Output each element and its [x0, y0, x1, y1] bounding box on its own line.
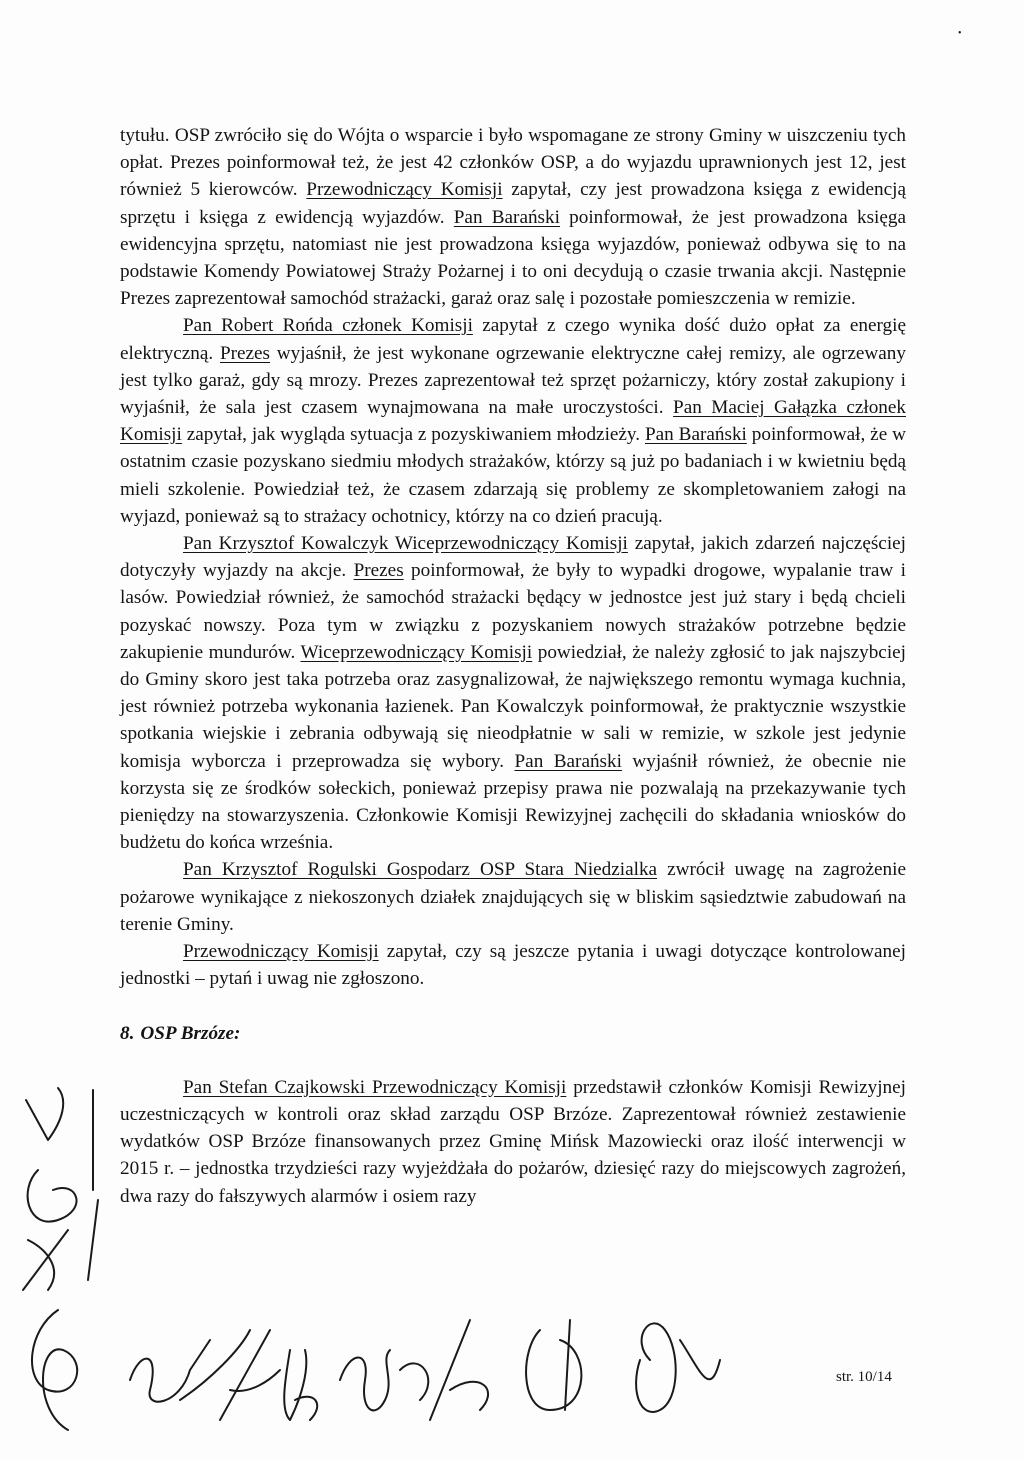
speaker-prezes: Prezes: [219, 342, 271, 364]
paragraph-brzoze: [120, 1074, 906, 1210]
paragraph-fire-hazard: [120, 856, 906, 938]
text-span: wyjaśnił również, że obecnie nie korzysta się ze środków sołeckich, ponieważ przepisy prawa nie pozwalają na przekazywanie tych pieniędzy na stowarzyszenia. Członkowie Komisji Rewizyjnej zachęcili do składania wniosków do budżetu do końca września.: [120, 750, 906, 854]
speaker-baranski: Pan Barański: [514, 750, 622, 772]
section-gap: [120, 993, 906, 1020]
speaker-czajkowski: Pan Stefan Czajkowski Przewodniczący Komisji: [183, 1076, 567, 1098]
speaker-vice-chairman: Wiceprzewodniczący Komisji: [300, 641, 533, 663]
speaker-baranski: Pan Barański: [644, 424, 747, 446]
page-number: str. 10/14: [836, 1369, 892, 1385]
bottom-signatures: [120, 1310, 820, 1450]
speaker-chairman: Przewodniczący Komisji: [306, 179, 503, 201]
text-span: zapytał, jak wygląda sytuacja z pozyskiwaniem młodzieży.: [181, 424, 645, 446]
speaker-chairman: Przewodniczący Komisji: [183, 941, 379, 963]
paragraph-closing-questions: [120, 938, 906, 992]
text-span: zapytał, jakich zdarzeń najczęściej dotyczyły wyjazdy na akcje.: [120, 533, 906, 582]
speaker-rogulski: Pan Krzysztof Rogulski Gospodarz OSP Stara Niedzialka: [183, 859, 658, 881]
scan-speck: •: [958, 28, 962, 39]
speaker-kowalczyk: Pan Krzysztof Kowalczyk Wiceprzewodniczący Komisji: [183, 533, 628, 555]
section-title: OSP Brzóze:: [140, 1022, 241, 1044]
paragraph-osp-fees: [120, 122, 906, 312]
paragraph-incidents: [120, 530, 906, 856]
text-span: zwrócił uwagę na zagrożenie pożarowe wynikające z niekoszonych działek znajdujących się w bliskim sąsiedztwie zabudowań na terenie Gminy.: [120, 859, 906, 935]
document-body: [120, 122, 906, 1210]
paragraph-electricity: [120, 312, 906, 530]
text-span: zapytał z czego wynika dość dużo opłat za energię elektryczną.: [120, 315, 906, 364]
text-span: zapytał, czy jest prowadzona księga z ewidencją sprzętu i księga z ewidencją wyjazdów.: [120, 179, 906, 228]
text-span: zapytał, czy są jeszcze pytania i uwagi dotyczące kontrolowanej jednostki – pytań i uwag nie zgłoszono.: [120, 941, 906, 990]
text-span: wyjaśnił, że jest wykonane ogrzewanie elektryczne całej remizy, ale ogrzewany jest tylko garaż, gdy są mrozy. Prezes zaprezentował też sprzęt pożarniczy, który został zakupiony i wyjaśnił, że sala jest czasem wynajmowana na małe uroczystości.: [120, 342, 906, 419]
text-span: tytułu. OSP zwróciło się do Wójta o wsparcie i było wspomagane ze strony Gminy w uiszczeniu tych opłat. Prezes poinformował też, że jest 42 członków OSP, a do wyjazdu uprawnionych jest 12, jest również 5 kierowców.: [120, 125, 906, 201]
text-span: poinformował, że były to wypadki drogowe, wypalanie traw i lasów. Powiedział również, że samochód strażacki będący w jednostce jest już stary i będą chcieli pozyskać nowszy. Poza tym w związku z pozyskaniem nowych strażaków potrzebne będzie zakupienie mundurów.: [120, 560, 906, 663]
text-span: powiedział, że należy zgłosić to jak najszybciej do Gminy skoro jest taka potrzeba oraz zasygnalizował, że największego remontu wymaga kuchnia, jest również potrzeba wykonania łazienek. Pan Kowalczyk poinformował, że praktycznie wszystkie spotkania wiejskie i zebrania odbywają się nieodpłatnie w sali w remizie, w szkole jest jedynie komisja wyborcza i przeprowadza się wybory.: [120, 641, 906, 772]
section-heading: [120, 1020, 906, 1047]
text-span: poinformował, że w ostatnim czasie pozyskano siedmiu młodych strażaków, którzy są już po badaniach i w kwietniu będą mieli szkolenie. Powiedział też, że czasem zdarzają się problemy ze skompletowaniem załogi na wyjazd, ponieważ są to strażacy ochotnicy, którzy na co dzień pracują.: [120, 424, 906, 527]
margin-initials-signature: [8, 1080, 108, 1440]
speaker-galazka: Pan Maciej Gałązka członek Komisji: [120, 397, 907, 446]
section-number: 8.: [120, 1022, 135, 1044]
speaker-ronda: Pan Robert Rońda członek Komisji: [183, 315, 473, 337]
text-span: poinformował, że jest prowadzona księga ewidencyjna sprzętu, natomiast nie jest prowadzona księga wyjazdów, ponieważ odbywa się to na podstawie Komendy Powiatowej Straży Pożarnej i to oni decydują o czasie trwania akcji. Następnie Prezes zaprezentował samochód strażacki, garaż oraz salę i pozostałe pomieszczenia w remizie.: [120, 206, 906, 310]
text-span: przedstawił członków Komisji Rewizyjnej uczestniczących w kontroli oraz skład zarządu OSP Brzóze. Zaprezentował również zestawienie wydatków OSP Brzóze finansowanych przez Gminę Mińsk Mazowiecki oraz ilość interwencji w 2015 r. – jednostka trzydzieści razy wyjeżdżała do pożarów, dziesięć razy do miejscowych zagrożeń, dwa razy do fałszywych alarmów i osiem razy: [120, 1076, 906, 1207]
speaker-baranski: Pan Barański: [453, 206, 560, 228]
section-gap: [120, 1047, 906, 1074]
speaker-prezes: Prezes: [353, 560, 404, 582]
